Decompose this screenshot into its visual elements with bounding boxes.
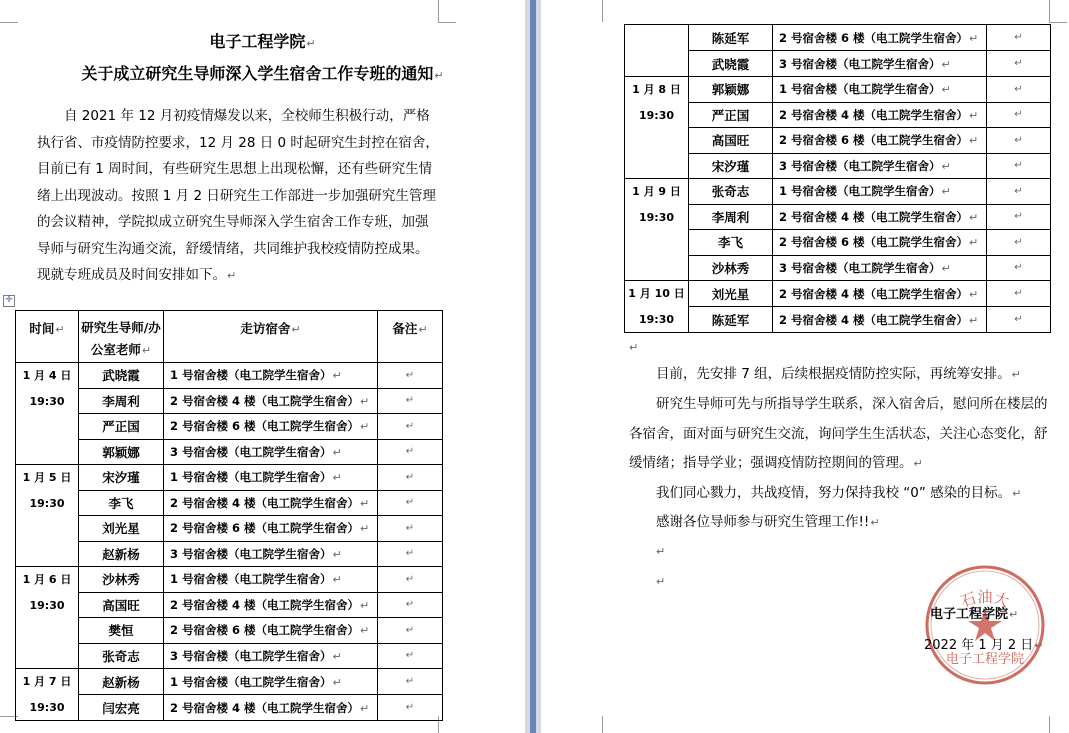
dorm-cell: 2 号宿舍楼 6 楼（电工院学生宿舍）↵ — [773, 128, 987, 154]
note-cell: ↵ — [378, 516, 443, 542]
time-text: 19:30 — [638, 210, 674, 224]
tutor-name: 李周利 — [711, 209, 750, 225]
tutor-name-cell — [79, 618, 164, 644]
tutor-name-cell — [79, 388, 164, 414]
note-cell: ↵ — [987, 230, 1051, 256]
signature-date-text: 2022 年 1 月 2 日 — [924, 638, 1034, 653]
note-cell: ↵ — [987, 51, 1051, 77]
closing-p2-text: 研究生导师可先与所指导学生联系，深入宿舍后，慰问所在楼层的各宿舍，面对面与研究生交流，询问学生生活状态，关注心态变化，舒缓情绪；指导学业；强调疫情防控期间的管理。 — [629, 396, 1048, 471]
note-cell: ↵ — [378, 643, 443, 669]
tutor-name: 武晓霞 — [711, 56, 750, 72]
time-cell — [625, 281, 689, 333]
table-row — [625, 153, 1051, 179]
date-text: 1 月 8 日 — [632, 83, 681, 96]
dorm-text: 1 号宿舍楼（电工院学生宿舍） — [170, 572, 332, 587]
time-text: 19:30 — [29, 496, 65, 510]
crop-mark — [0, 22, 18, 24]
tutor-name-cell — [689, 230, 773, 256]
dorm-text: 2 号宿舍楼 4 楼（电工院学生宿舍） — [779, 312, 969, 327]
dorm-text: 2 号宿舍楼 6 楼（电工院学生宿舍） — [170, 419, 360, 434]
tutor-name: 高国旺 — [711, 133, 750, 149]
tutor-name: 郭颖娜 — [102, 444, 140, 460]
crop-mark — [438, 22, 456, 24]
time-text: 19:30 — [29, 394, 65, 408]
dorm-cell: 1 号宿舍楼（电工院学生宿舍）↵ — [164, 465, 378, 491]
closing-paragraph-1: 目前，先安排 7 组，后续根据疫情防控实际，再统筹安排。↵ — [656, 366, 1021, 382]
dorm-cell: 2 号宿舍楼 6 楼（电工院学生宿舍）↵ — [164, 516, 378, 542]
table-row — [16, 465, 443, 491]
time-text — [625, 51, 688, 77]
table-row — [16, 439, 443, 465]
crop-mark — [1049, 22, 1067, 24]
tutor-name: 宋汐瑾 — [711, 158, 750, 174]
schedule-table-left — [15, 310, 443, 721]
table-row — [16, 363, 443, 389]
empty-paragraph-mark: ↵ — [629, 341, 639, 354]
tutor-name: 沙林秀 — [102, 572, 140, 588]
dorm-cell: 2 号宿舍楼 6 楼（电工院学生宿舍）↵ — [773, 25, 987, 51]
closing-p4-text: 感谢各位导师参与研究生管理工作!! — [656, 514, 870, 530]
table-move-handle[interactable]: ✛ — [3, 295, 15, 307]
document-page-left — [0, 0, 525, 733]
table-row — [16, 695, 443, 721]
dorm-cell: 1 号宿舍楼（电工院学生宿舍）↵ — [773, 77, 987, 103]
table-row — [625, 179, 1051, 205]
time-cell — [16, 669, 79, 721]
closing-paragraph-3: 我们同心戮力，共战疫情，努力保持我校 “0” 感染的目标。↵ — [656, 485, 1022, 501]
date-text: 1 月 5 日 — [22, 471, 72, 484]
document-page-right — [541, 0, 1069, 733]
table-row — [625, 102, 1051, 128]
table-header-row — [16, 311, 443, 363]
tutor-name-cell — [689, 179, 773, 205]
crop-mark — [602, 716, 604, 733]
dorm-cell: 2 号宿舍楼 4 楼（电工院学生宿舍）↵ — [164, 695, 378, 721]
tutor-name: 张奇志 — [102, 648, 140, 664]
note-cell: ↵ — [987, 307, 1051, 333]
tutor-name: 武晓霞 — [102, 368, 140, 384]
header-dorm: 走访宿舍↵ — [164, 311, 378, 363]
tutor-name: 张奇志 — [711, 184, 750, 200]
notice-title: 关于成立研究生导师深入学生宿舍工作专班的通知↵ — [81, 64, 444, 83]
table-row — [16, 567, 443, 593]
signature-org: 电子工程学院↵ — [930, 607, 1019, 622]
tutor-name-cell — [79, 490, 164, 516]
table-row — [16, 541, 443, 567]
tutor-name: 郭颖娜 — [711, 82, 750, 98]
tutor-name-cell — [79, 516, 164, 542]
tutor-name-cell — [79, 567, 164, 593]
note-cell: ↵ — [378, 618, 443, 644]
dorm-cell: 1 号宿舍楼（电工院学生宿舍）↵ — [164, 567, 378, 593]
org-heading: 电子工程学院↵ — [209, 32, 316, 51]
official-seal — [923, 563, 1047, 687]
dorm-cell: 2 号宿舍楼 4 楼（电工院学生宿舍）↵ — [164, 592, 378, 618]
empty-paragraph-mark: ↵ — [656, 545, 666, 558]
note-cell: ↵ — [987, 179, 1051, 205]
tutor-name: 刘光星 — [102, 521, 140, 537]
table-row — [625, 128, 1051, 154]
tutor-name-cell — [689, 102, 773, 128]
table-row — [16, 388, 443, 414]
tutor-name-cell — [79, 465, 164, 491]
time-cell — [16, 465, 79, 567]
time-cell — [625, 25, 689, 77]
table-row — [625, 281, 1051, 307]
dorm-text: 2 号宿舍楼 4 楼（电工院学生宿舍） — [170, 597, 360, 612]
closing-paragraph-2: 研究生导师可先与所指导学生联系，深入宿舍后，慰问所在楼层的各宿舍，面对面与研究生交流，询问学生生活状态，关注心态变化，舒缓情绪；指导学业；强调疫情防控期间的管理。↵ — [629, 396, 1048, 471]
note-cell: ↵ — [378, 363, 443, 389]
dorm-text: 3 号宿舍楼（电工院学生宿舍） — [170, 444, 332, 459]
tutor-name-cell — [79, 669, 164, 695]
dorm-cell: 3 号宿舍楼（电工院学生宿舍）↵ — [773, 153, 987, 179]
dorm-text: 2 号宿舍楼 6 楼（电工院学生宿舍） — [779, 235, 969, 250]
note-cell: ↵ — [378, 669, 443, 695]
dorm-cell: 2 号宿舍楼 6 楼（电工院学生宿舍）↵ — [773, 230, 987, 256]
dorm-text: 3 号宿舍楼（电工院学生宿舍） — [170, 546, 332, 561]
dorm-cell: 3 号宿舍楼（电工院学生宿舍）↵ — [164, 541, 378, 567]
dorm-text: 2 号宿舍楼 4 楼（电工院学生宿舍） — [170, 700, 360, 715]
tutor-name: 宋汐瑾 — [102, 470, 140, 486]
table-row — [16, 618, 443, 644]
dorm-text: 2 号宿舍楼 6 楼（电工院学生宿舍） — [170, 521, 360, 536]
dorm-text: 2 号宿舍楼 4 楼（电工院学生宿舍） — [779, 286, 969, 301]
note-cell: ↵ — [987, 25, 1051, 51]
dorm-text: 3 号宿舍楼（电工院学生宿舍） — [779, 158, 941, 173]
note-cell: ↵ — [378, 695, 443, 721]
table-row — [16, 414, 443, 440]
dorm-cell: 1 号宿舍楼（电工院学生宿舍）↵ — [164, 669, 378, 695]
closing-paragraph-4: 感谢各位导师参与研究生管理工作!!↵ — [656, 514, 880, 530]
dorm-text: 2 号宿舍楼 6 楼（电工院学生宿舍） — [170, 623, 360, 638]
tutor-name-cell — [79, 643, 164, 669]
table-row — [16, 592, 443, 618]
dorm-text: 3 号宿舍楼（电工院学生宿舍） — [170, 648, 332, 663]
note-cell: ↵ — [378, 567, 443, 593]
header-time: 时间↵ — [16, 311, 79, 363]
closing-p3-text: 我们同心戮力，共战疫情，努力保持我校 “0” 感染的目标。 — [656, 485, 1012, 501]
tutor-name-cell — [689, 128, 773, 154]
note-cell: ↵ — [987, 153, 1051, 179]
tutor-name: 陈延军 — [711, 30, 750, 46]
time-text: 19:30 — [638, 108, 674, 122]
table-row — [625, 204, 1051, 230]
dorm-text: 2 号宿舍楼 4 楼（电工院学生宿舍） — [170, 393, 360, 408]
notice-body-text: 自 2021 年 12 月初疫情爆发以来，全校师生积极行动，严格执行省、市疫情防控要求，12 月 28 日 0 时起研究生封控在宿舍，目前已有 1 周时间，有些研究生思想上出现松懈，还有些研究生情绪上出现波动。按照 1 月 2 日研究生工作部进一步加强研究生管理的会议精神，学院拟成立研究生导师深入学生宿舍工作专班，加强导师与研究生沟通交流，舒缓情绪，共同维护我校疫情防控成果。现就专班成员及时间安排如下。 — [37, 108, 439, 283]
time-cell — [16, 567, 79, 669]
table-row — [625, 77, 1051, 103]
table-row — [625, 307, 1051, 333]
crop-mark — [1049, 0, 1051, 22]
dorm-text: 1 号宿舍楼（电工院学生宿舍） — [779, 82, 941, 97]
dorm-text: 2 号宿舍楼 6 楼（电工院学生宿舍） — [779, 133, 969, 148]
dorm-cell: 3 号宿舍楼（电工院学生宿舍）↵ — [164, 643, 378, 669]
signature-date: 2022 年 1 月 2 日↵ — [924, 638, 1044, 653]
closing-p1-text: 目前，先安排 7 组，后续根据疫情防控实际，再统筹安排。 — [656, 366, 1011, 382]
dorm-cell: 2 号宿舍楼 6 楼（电工院学生宿舍）↵ — [164, 618, 378, 644]
org-heading-text: 电子工程学院 — [209, 32, 306, 51]
dorm-cell: 2 号宿舍楼 4 楼（电工院学生宿舍）↵ — [164, 490, 378, 516]
dorm-text: 1 号宿舍楼（电工院学生宿舍） — [170, 470, 332, 485]
time-cell — [625, 77, 689, 179]
tutor-name-cell — [79, 695, 164, 721]
note-cell: ↵ — [378, 388, 443, 414]
tutor-name-cell — [79, 592, 164, 618]
dorm-text: 1 号宿舍楼（电工院学生宿舍） — [170, 368, 332, 383]
svg-text:石油大: 石油大 — [958, 588, 1012, 611]
note-cell: ↵ — [987, 128, 1051, 154]
date-text: 1 月 10 日 — [628, 287, 685, 300]
date-text: 1 月 4 日 — [22, 369, 72, 382]
tutor-name-cell — [689, 51, 773, 77]
tutor-name-cell — [689, 255, 773, 281]
crop-mark — [602, 0, 604, 22]
tutor-name: 刘光星 — [711, 286, 750, 302]
dorm-text: 2 号宿舍楼 4 楼（电工院学生宿舍） — [170, 495, 360, 510]
tutor-name-cell — [689, 25, 773, 51]
note-cell: ↵ — [987, 255, 1051, 281]
dorm-cell: 2 号宿舍楼 4 楼（电工院学生宿舍）↵ — [773, 307, 987, 333]
note-cell: ↵ — [378, 439, 443, 465]
note-cell: ↵ — [378, 465, 443, 491]
empty-paragraph-mark: ↵ — [656, 575, 666, 588]
time-text: 19:30 — [638, 312, 674, 326]
dorm-cell: 2 号宿舍楼 6 楼（电工院学生宿舍）↵ — [164, 414, 378, 440]
header-note: 备注↵ — [378, 311, 443, 363]
tutor-name-cell — [689, 204, 773, 230]
tutor-name: 高国旺 — [102, 597, 140, 613]
tutor-name: 陈延军 — [711, 312, 750, 328]
table-row — [625, 255, 1051, 281]
table-row — [16, 669, 443, 695]
tutor-name: 严正国 — [102, 419, 140, 435]
dorm-text: 3 号宿舍楼（电工院学生宿舍） — [779, 260, 941, 275]
page-separator — [530, 0, 536, 733]
crop-mark — [438, 0, 440, 22]
date-text: 1 月 7 日 — [22, 675, 72, 688]
table-row — [625, 51, 1051, 77]
note-cell: ↵ — [987, 102, 1051, 128]
tutor-name-cell — [689, 281, 773, 307]
tutor-name: 李飞 — [717, 235, 743, 251]
table-row — [16, 516, 443, 542]
note-cell: ↵ — [378, 541, 443, 567]
dorm-cell: 1 号宿舍楼（电工院学生宿舍）↵ — [164, 363, 378, 389]
tutor-name: 赵新杨 — [102, 546, 140, 562]
tutor-name: 李飞 — [108, 495, 134, 511]
dorm-cell: 3 号宿舍楼（电工院学生宿舍）↵ — [773, 255, 987, 281]
dorm-cell: 3 号宿舍楼（电工院学生宿舍）↵ — [773, 51, 987, 77]
time-text: 19:30 — [29, 598, 65, 612]
date-text: 1 月 9 日 — [632, 185, 681, 198]
table-row — [625, 25, 1051, 51]
signature-org-text: 电子工程学院 — [930, 607, 1009, 622]
dorm-cell: 3 号宿舍楼（电工院学生宿舍）↵ — [164, 439, 378, 465]
dorm-cell: 2 号宿舍楼 4 楼（电工院学生宿舍）↵ — [773, 281, 987, 307]
dorm-text: 2 号宿舍楼 6 楼（电工院学生宿舍） — [779, 30, 969, 45]
schedule-table-right — [624, 24, 1051, 333]
notice-title-text: 关于成立研究生导师深入学生宿舍工作专班的通知 — [81, 64, 434, 83]
table-row — [625, 230, 1051, 256]
svg-text:电子工程学院: 电子工程学院 — [945, 652, 1025, 667]
tutor-name: 严正国 — [711, 107, 750, 123]
note-cell: ↵ — [987, 204, 1051, 230]
table-row — [16, 643, 443, 669]
tutor-name-cell — [689, 153, 773, 179]
note-cell: ↵ — [378, 592, 443, 618]
dorm-cell: 2 号宿舍楼 4 楼（电工院学生宿舍）↵ — [773, 102, 987, 128]
tutor-name: 李周利 — [102, 393, 140, 409]
notice-body: 自 2021 年 12 月初疫情爆发以来，全校师生积极行动，严格执行省、市疫情防控要求，12 月 28 日 0 时起研究生封控在宿舍，目前已有 1 周时间，有些研究生思想上出现松懈，还有些研究生情绪上出现波动。按照 1 月 2 日研究生工作部进一步加强研究生管理的会议精神，学院拟成立研究生导师深入学生宿舍工作专班，加强导师与研究生沟通交流，舒缓情绪，共同维护我校疫情防控成果。现就专班成员及时间安排如下。↵ — [37, 108, 439, 283]
dorm-text: 2 号宿舍楼 4 楼（电工院学生宿舍） — [779, 107, 969, 122]
dorm-text: 2 号宿舍楼 4 楼（电工院学生宿舍） — [779, 209, 969, 224]
tutor-name-cell — [689, 307, 773, 333]
note-cell: ↵ — [987, 77, 1051, 103]
date-text — [625, 25, 688, 51]
note-cell: ↵ — [987, 281, 1051, 307]
time-cell — [625, 179, 689, 281]
header-tutor: 研究生导师/办公室老师↵ — [79, 311, 164, 363]
tutor-name-cell — [79, 439, 164, 465]
crop-mark — [1049, 716, 1051, 733]
tutor-name-cell — [79, 363, 164, 389]
date-text: 1 月 6 日 — [22, 573, 72, 586]
time-cell — [16, 363, 79, 465]
dorm-cell: 2 号宿舍楼 4 楼（电工院学生宿舍）↵ — [773, 204, 987, 230]
dorm-cell: 1 号宿舍楼（电工院学生宿舍）↵ — [773, 179, 987, 205]
tutor-name: 闫宏亮 — [102, 700, 140, 716]
note-cell: ↵ — [378, 490, 443, 516]
dorm-text: 3 号宿舍楼（电工院学生宿舍） — [779, 56, 941, 71]
tutor-name: 赵新杨 — [102, 674, 140, 690]
tutor-name: 沙林秀 — [711, 260, 750, 276]
time-text: 19:30 — [29, 700, 65, 714]
table-row — [16, 490, 443, 516]
dorm-cell: 2 号宿舍楼 4 楼（电工院学生宿舍）↵ — [164, 388, 378, 414]
dorm-text: 1 号宿舍楼（电工院学生宿舍） — [779, 184, 941, 199]
tutor-name-cell — [79, 414, 164, 440]
tutor-name-cell — [689, 77, 773, 103]
note-cell: ↵ — [378, 414, 443, 440]
dorm-text: 1 号宿舍楼（电工院学生宿舍） — [170, 674, 332, 689]
tutor-name: 樊恒 — [108, 623, 134, 639]
tutor-name-cell — [79, 541, 164, 567]
